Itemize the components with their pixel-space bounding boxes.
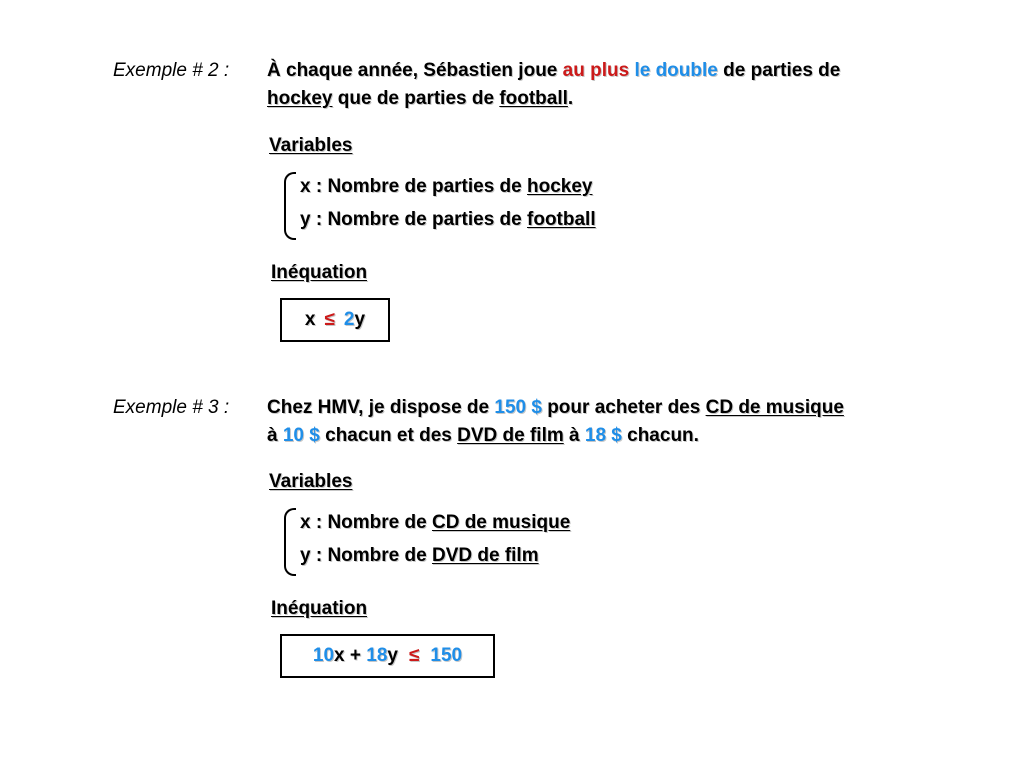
variable-y-label: y : Nombre de parties de <box>300 209 528 230</box>
ineq-operator: ≤ <box>324 309 335 330</box>
variables-heading-text: Variables <box>269 135 353 156</box>
example2-statement-line1 <box>267 57 840 85</box>
example3-statement-line1 <box>267 394 844 422</box>
example3-variables-heading <box>269 471 352 493</box>
amount-150: 150 $ <box>494 397 542 418</box>
variables-brace <box>284 172 296 240</box>
example2-label: Exemple # 2 : <box>113 60 230 81</box>
ineq-y: y <box>354 309 366 330</box>
variables-brace <box>284 508 296 576</box>
ineq-coef-dvd: 18 <box>366 645 388 666</box>
example3-variable-y <box>300 545 539 567</box>
example3-inequation-heading <box>271 598 367 620</box>
statement-text: Chez HMV, je dispose de <box>267 397 495 418</box>
variables-heading-text: Variables <box>269 471 353 492</box>
statement-text: à <box>267 425 283 446</box>
variable-x-label: x : Nombre de parties de <box>300 176 528 197</box>
ineq-operator: ≤ <box>408 645 420 666</box>
emphasis-le-double: le double <box>634 60 718 81</box>
underlined-football: football <box>499 88 568 109</box>
price-cd: 10 $ <box>282 425 320 446</box>
example2-statement-line2 <box>267 85 573 113</box>
example2-variables-heading <box>269 135 352 157</box>
price-dvd: 18 $ <box>584 425 622 446</box>
statement-text: À chaque année, Sébastien joue <box>267 60 563 81</box>
underlined-hockey: hockey <box>267 88 333 109</box>
variable-x-underlined: CD de musique <box>431 512 571 533</box>
ineq-x: x <box>304 309 316 330</box>
underlined-cd: CD de musique <box>705 397 844 418</box>
statement-text: de parties de <box>717 60 841 81</box>
example2-inequation-heading <box>271 262 367 284</box>
statement-text: que de parties de <box>332 88 500 109</box>
ineq-coef-cd: 10 <box>312 645 335 666</box>
statement-text: chacun. <box>621 425 699 446</box>
variable-x-label: x : Nombre de <box>300 512 432 533</box>
ineq-coefficient: 2 <box>343 309 355 330</box>
statement-text: pour acheter des <box>541 397 706 418</box>
ineq-rhs: 150 <box>430 645 463 666</box>
example3-statement-line2 <box>267 422 699 450</box>
variable-y-label: y : Nombre de <box>300 545 432 566</box>
variable-x-underlined: hockey <box>527 176 593 197</box>
variable-y-underlined: football <box>527 209 596 230</box>
emphasis-au-plus: au plus <box>562 60 630 81</box>
inequation-heading-text: Inéquation <box>271 598 368 619</box>
ineq-plus: + <box>344 645 367 666</box>
example3-inequation-box <box>280 634 495 678</box>
statement-text: à <box>563 425 585 446</box>
statement-text: . <box>567 88 574 109</box>
example2-variable-y <box>300 209 596 231</box>
inequation-heading-text: Inéquation <box>271 262 368 283</box>
example3-label: Exemple # 3 : <box>113 397 230 418</box>
statement-text: chacun et des <box>319 425 458 446</box>
variable-y-underlined: DVD de film <box>431 545 539 566</box>
example2-inequation-box <box>280 298 390 342</box>
example2-variable-x <box>300 176 593 198</box>
example3-variable-x <box>300 512 570 534</box>
ineq-y: y <box>387 645 398 666</box>
underlined-dvd: DVD de film <box>457 425 564 446</box>
ineq-x: x <box>334 645 345 666</box>
